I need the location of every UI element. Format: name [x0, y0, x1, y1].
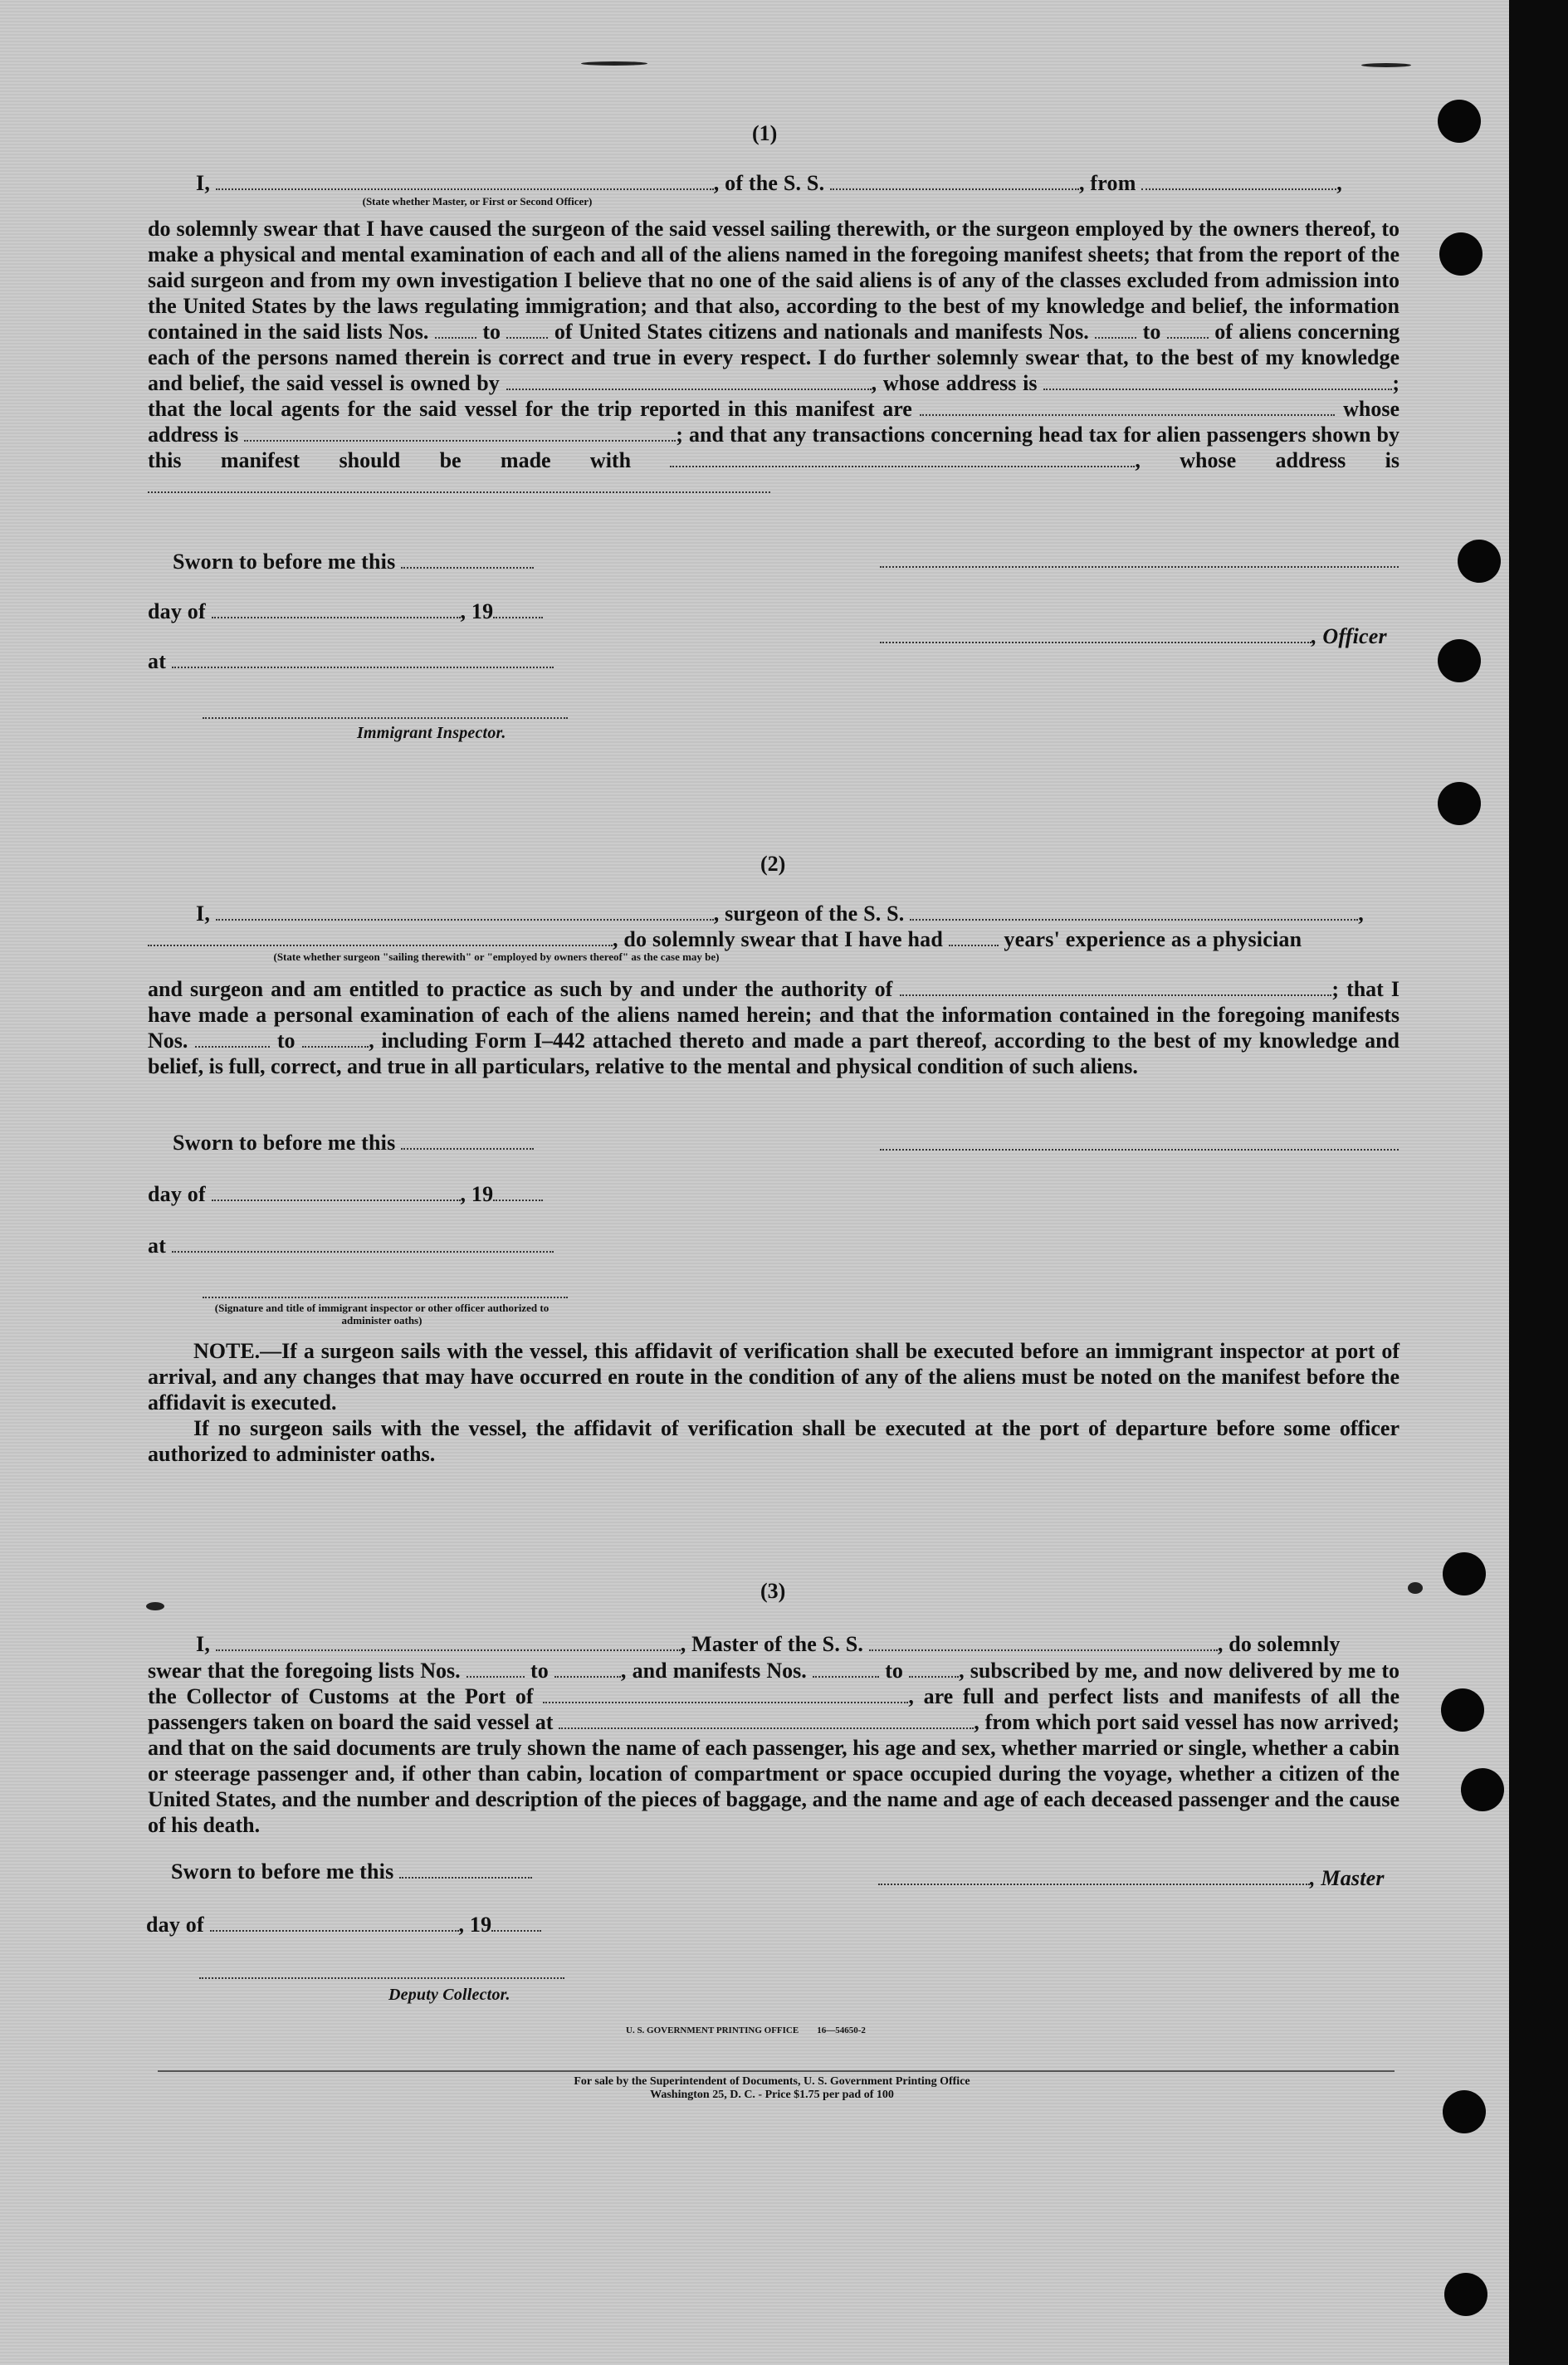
note-paragraph-1: NOTE.—If a surgeon sails with the vessel, this affidavit of verification shall be executed before an immigrant inspector at port of arrival, and any changes that may have occurred en route in the condition of any of the aliens must be noted on the manifest before the affidavit is executed. — [148, 1339, 1399, 1415]
head-tax-party-field[interactable] — [670, 449, 1135, 467]
master-lists-from-field[interactable] — [466, 1659, 525, 1678]
head-tax-address-field[interactable] — [148, 475, 770, 493]
section-2-body: and surgeon and am entitled to practice as such by and under the authority of ; that I have made a personal examination of each of the aliens named herein; and that the information contained in the foregoing manifests Nos. to , including Form I–442 attached thereto and made a part thereof, according to the best of my knowledge and belief, is full, correct, and true in all particulars, relative to the mental and physical condition of such aliens. — [148, 977, 1399, 1078]
section-2-number: (2) — [760, 852, 786, 876]
owner-field[interactable] — [506, 372, 872, 390]
signature-caption: (Signature and title of immigrant inspector or other officer authorized to administer oaths) — [214, 1302, 550, 1327]
manifests-from-field[interactable] — [1095, 320, 1136, 339]
surgeon-vessel-field[interactable] — [910, 902, 1358, 921]
punch-hole — [1444, 2273, 1487, 2316]
master-vessel-field[interactable] — [869, 1633, 1218, 1651]
day-of-line-2: day of , 19 — [148, 1182, 543, 1207]
punch-hole — [1438, 100, 1481, 143]
punch-hole — [1461, 1768, 1504, 1811]
i-label: I, — [196, 171, 211, 195]
sworn-day-field-3[interactable] — [399, 1860, 532, 1879]
punch-hole — [1441, 1688, 1484, 1732]
of-ss-label: , of the S. S. — [713, 171, 825, 195]
sworn-line: Sworn to before me this — [173, 550, 534, 574]
collector-label: Deputy Collector. — [388, 1986, 510, 2004]
master-signature-field[interactable] — [878, 1867, 1310, 1885]
at-place-field[interactable] — [172, 650, 554, 668]
section-2-line-2: , do solemnly swear that I have had years' experience as a physician — [148, 927, 1302, 952]
agents-address-field[interactable] — [244, 423, 676, 442]
sale-notice: For sale by the Superintendent of Documents, U. S. Government Printing Office Washington 25, D. C. - Price $1.75 per pad of 100 — [574, 2075, 970, 2101]
day-of-month-field[interactable] — [212, 600, 461, 618]
officer-line: , Officer — [880, 624, 1387, 649]
punch-hole — [1458, 540, 1501, 583]
officer-signature-field[interactable] — [880, 625, 1312, 643]
master-name-field[interactable] — [216, 1633, 681, 1651]
day-of-line-3: day of , 19 — [146, 1913, 541, 1937]
vessel-name-field[interactable] — [830, 172, 1079, 190]
section-1-number: (1) — [752, 121, 778, 145]
section-1-body: do solemnly swear that I have caused the surgeon of the said vessel sailing therewith, or the surgeon employed by the owners thereof, to make a physical and mental examination of each and all of the aliens named in the foregoing manifest sheets; that from the report of the said surgeon and from my own investigation I believe that no one of the said aliens is of any of the classes excluded from admission into the United States by the laws regulating immigration; and that also, according to the best of my knowledge and belief, the information contained in the said lists Nos. to of United States citizens and nationals and manifests Nos. to of aliens concerning each of the persons named therein is correct and true in every respect. I do further solemnly swear that, to the best of my knowledge and belief, the said vessel is owned by , whose address is ; that the local agents for the said vessel for the trip reported in this manifest are whose address is ; and that any transactions concerning head tax for alien passengers shown by this manifest should be made with , whose address is — [148, 216, 1399, 499]
inspector-signature-line[interactable] — [203, 717, 568, 719]
section-1-line-1: I, , of the S. S. , from , — [196, 171, 1342, 195]
section-3-body: swear that the foregoing lists Nos. to , and manifests Nos. to , subscribed by me, and now delivered by me to the Collector of Customs at the Port of , are full and perfect lists and manifests of all the passengers taken on board the said vessel at , from which port said vessel has now arrived; and that on the said documents are truly shown the name of each passenger, his age and sex, whether married or single, whether a cabin or steerage passenger and, if other than cabin, location of compartment or space occupied during the voyage, whether a citizen of the United States, and the number and description of the pieces of baggage, and the name and age of each deceased passenger and the cause of his death. — [148, 1659, 1400, 1837]
owner-address-field[interactable] — [1043, 372, 1392, 390]
surgeon-signature-line[interactable] — [880, 1149, 1399, 1151]
punch-hole — [1443, 2090, 1486, 2133]
collector-signature-line[interactable] — [199, 1977, 564, 1979]
punch-hole — [1443, 1552, 1486, 1595]
surgeon-manifests-from-field[interactable] — [195, 1029, 270, 1048]
local-agents-field[interactable] — [920, 398, 1335, 416]
day-of-month-field-3[interactable] — [210, 1913, 459, 1932]
master-line: , Master — [878, 1866, 1385, 1891]
at-line-2: at — [148, 1234, 554, 1258]
lists-from-field[interactable] — [435, 320, 476, 339]
officer-signature-line-1[interactable] — [880, 566, 1399, 568]
inspector-label: Immigrant Inspector. — [357, 724, 506, 742]
surgeon-caption: (State whether surgeon "sailing therewith" or "employed by owners thereof" as the case may be) — [273, 950, 720, 963]
authority-field[interactable] — [900, 978, 1331, 996]
year-field-2[interactable] — [493, 1183, 543, 1201]
lists-to-field[interactable] — [506, 320, 548, 339]
punch-hole — [1439, 232, 1483, 276]
officer-name-field[interactable] — [216, 172, 714, 190]
note-paragraph-2: If no surgeon sails with the vessel, the affidavit of verification shall be executed at the port of departure before some officer authorized to administer oaths. — [148, 1416, 1399, 1466]
years-experience-field[interactable] — [949, 928, 999, 946]
sworn-line-3: Sworn to before me this — [171, 1859, 532, 1884]
master-lists-to-field[interactable] — [554, 1659, 621, 1678]
inspector-signature-line-2[interactable] — [203, 1297, 568, 1298]
surgeon-manifests-to-field[interactable] — [302, 1029, 369, 1048]
section-3-line-1: I, , Master of the S. S. , do solemnly — [196, 1632, 1341, 1656]
punch-hole — [1438, 639, 1481, 682]
section-3-number: (3) — [760, 1579, 786, 1603]
surgeon-name-field[interactable] — [216, 902, 714, 921]
footer-divider — [158, 2070, 1395, 2072]
sworn-line-2: Sworn to before me this — [173, 1131, 534, 1156]
master-manifests-to-field[interactable] — [909, 1659, 959, 1678]
gpo-imprint: U. S. GOVERNMENT PRINTING OFFICE 16—54650-2 — [626, 2025, 866, 2035]
at-place-field-2[interactable] — [172, 1234, 554, 1253]
section-2-line-1: I, , surgeon of the S. S. , — [196, 902, 1364, 926]
from-port-field[interactable] — [1141, 172, 1336, 190]
from-label: , from — [1078, 171, 1136, 195]
year-field[interactable] — [493, 600, 543, 618]
manifests-to-field[interactable] — [1167, 320, 1209, 339]
day-of-line: day of , 19 — [148, 599, 543, 624]
day-of-month-field-2[interactable] — [212, 1183, 461, 1201]
master-manifests-from-field[interactable] — [813, 1659, 879, 1678]
at-line: at — [148, 649, 554, 674]
sworn-day-field[interactable] — [401, 550, 534, 569]
taken-on-board-at-field[interactable] — [559, 1711, 974, 1729]
port-of-field[interactable] — [543, 1685, 908, 1703]
surgeon-status-field[interactable] — [148, 928, 613, 946]
sworn-day-field-2[interactable] — [401, 1131, 534, 1150]
year-field-3[interactable] — [491, 1913, 541, 1932]
officer-caption: (State whether Master, or First or Second Officer) — [362, 195, 593, 208]
punch-hole — [1438, 782, 1481, 825]
